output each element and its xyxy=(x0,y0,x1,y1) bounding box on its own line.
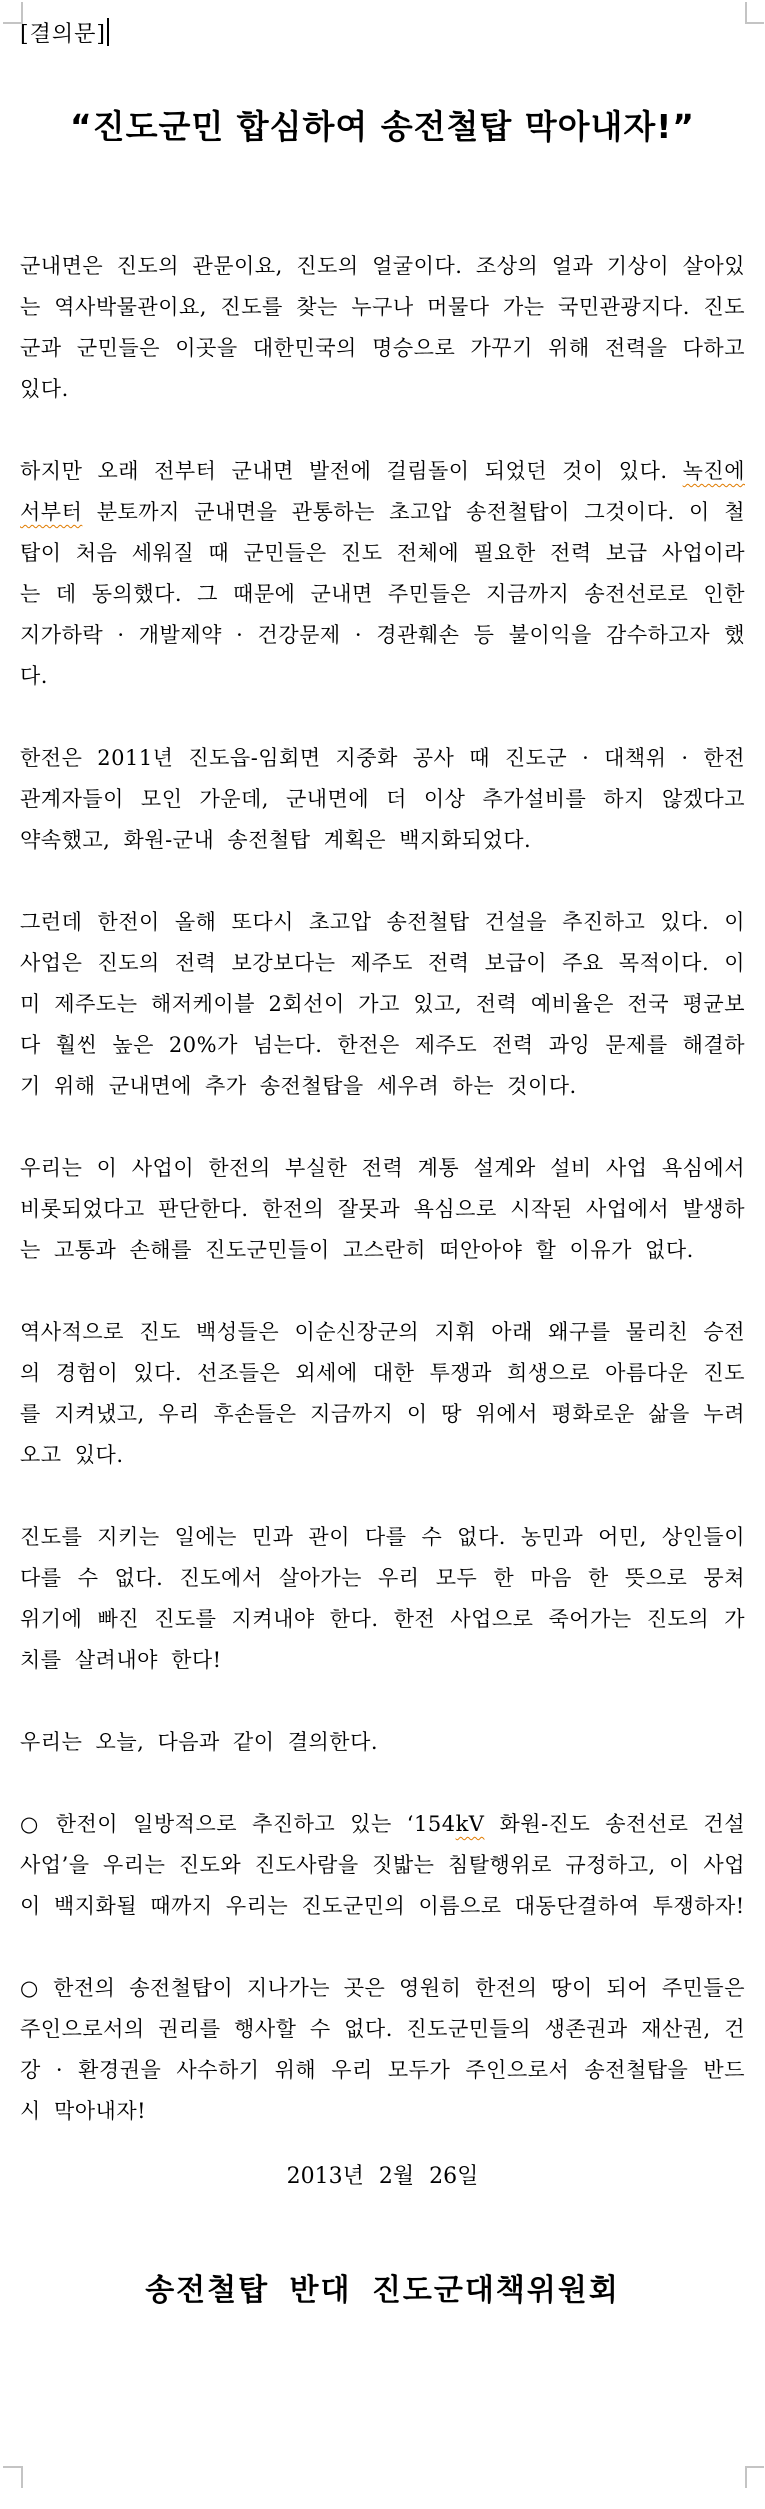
paragraph-text: 우리는 이 사업이 한전의 부실한 전력 계통 설계와 설비 사업 욕심에서 비롯되었다고 판단한다. 한전의 잘못과 욕심으로 시작된 사업에서 발생하는 고통과 손해를 진도군민들이 고스란히 떠안아야 할 이유가 없다. xyxy=(20,1156,745,1262)
document-type-label xyxy=(20,18,745,51)
paragraph-text: 화원-진도 송전선로 건설사업’을 우리는 진도와 진도사람을 짓밟는 침탈행위로 규정하고, 이 사업이 백지화될 때까지 우리는 진도군민의 이름으로 대동단결하여 투쟁하자! xyxy=(20,1812,746,1918)
paragraph-text: 진도를 지키는 일에는 민과 관이 다를 수 없다. 농민과 어민, 상인들이 다를 수 없다. 진도에서 살아가는 우리 모두 한 마음 한 뜻으로 뭉쳐 위기에 빠진 진도를 지켜내야 한다. 한전 사업으로 죽어가는 진도의 가치를 살려내야 한다! xyxy=(20,1525,745,1672)
paragraph xyxy=(20,1722,745,1763)
paragraph-text: 분토까지 군내면을 관통하는 초고압 송전철탑이 그것이다. 이 철탑이 처음 세워질 때 군민들은 진도 전체에 필요한 전력 보급 사업이라는 데 동의했다. 그 때문에 군내면 주민들은 지금까지 송전선로로 인한 지가하락 · 개발제약 · 건강문제 · 경관훼손 등 불이익을 감수하고자 했다. xyxy=(20,500,745,688)
paragraph-text: 군내면은 진도의 관문이요, 진도의 얼굴이다. 조상의 얼과 기상이 살아있는 역사박물관이요, 진도를 찾는 누구나 머물다 가는 국민관광지다. 진도군과 군민들은 이곳을 대한민국의 명승으로 가꾸기 위해 전력을 다하고 있다. xyxy=(20,254,745,401)
document-title: “진도군민 합심하여 송전철탑 막아내자!” xyxy=(70,107,695,146)
paragraph-text: ○ 한전의 송전철탑이 지나가는 곳은 영원히 한전의 땅이 되어 주민들은 주인으로서의 권리를 행사할 수 없다. 진도군민들의 생존권과 재산권, 건강 · 환경권을 사수하기 위해 우리 모두가 주인으로서 송전철탑을 반드시 막아내자! xyxy=(20,1976,745,2123)
paragraph-text: 그런데 한전이 올해 또다시 초고압 송전철탑 건설을 추진하고 있다. 이 사업은 진도의 전력 보강보다는 제주도 전력 보급이 주요 목적이다. 이미 제주도는 해저케이블 2회선이 가고 있고, 전력 예비율은 전국 평균보다 훨씬 높은 20%가 넘는다. 한전은 제주도 전력 과잉 문제를 해결하기 위해 군내면에 추가 송전철탑을 세우려 하는 것이다. xyxy=(20,910,745,1098)
document-date: 2013년 2월 26일 xyxy=(286,2164,479,2189)
paragraph-text: ○ 한전이 일방적으로 추진하고 있는 ‘154 xyxy=(20,1812,456,1836)
page-margin-mark-bottom-right xyxy=(745,2466,764,2488)
page-margin-mark-top-left xyxy=(3,2,23,24)
paragraph-text: 역사적으로 진도 백성들은 이순신장군의 지휘 아래 왜구를 물리친 승전의 경험이 있다. 선조들은 외세에 대한 투쟁과 희생으로 아름다운 진도를 지켜냈고, 우리 후손들은 지금까지 이 땅 위에서 평화로운 삶을 누려오고 있다. xyxy=(20,1320,745,1467)
paragraph xyxy=(20,246,745,410)
paragraph-text: 한전은 2011년 진도읍-임회면 지중화 공사 때 진도군 · 대책위 · 한전 관계자들이 모인 가운데, 군내면에 더 이상 추가설비를 하지 않겠다고 약속했고, 화원-군내 송전철탑 계획은 백지화되었다. xyxy=(20,746,745,852)
paragraph xyxy=(20,1517,745,1681)
document-signature: 송전철탑 반대 진도군대책위원회 xyxy=(145,2273,620,2308)
paragraph xyxy=(20,451,745,697)
paragraph xyxy=(20,1148,745,1271)
paragraph xyxy=(20,738,745,861)
document-body xyxy=(20,246,745,2132)
paragraph xyxy=(20,1312,745,1476)
spellcheck-underlined-text: 녹진에서부터 xyxy=(20,459,745,524)
paragraph xyxy=(20,1968,745,2132)
paragraph-text: 우리는 오늘, 다음과 같이 결의한다. xyxy=(20,1730,379,1754)
page-margin-mark-bottom-left xyxy=(3,2466,23,2488)
document-type-label-text: [결의문] xyxy=(20,22,106,47)
spellcheck-underlined-text: kV xyxy=(455,1812,485,1836)
paragraph xyxy=(20,1804,745,1927)
text-cursor xyxy=(107,18,109,46)
paragraph xyxy=(20,902,745,1107)
page-margin-mark-top-right xyxy=(745,2,764,24)
paragraph-text: 하지만 오래 전부터 군내면 발전에 걸림돌이 되었던 것이 있다. xyxy=(20,459,683,483)
